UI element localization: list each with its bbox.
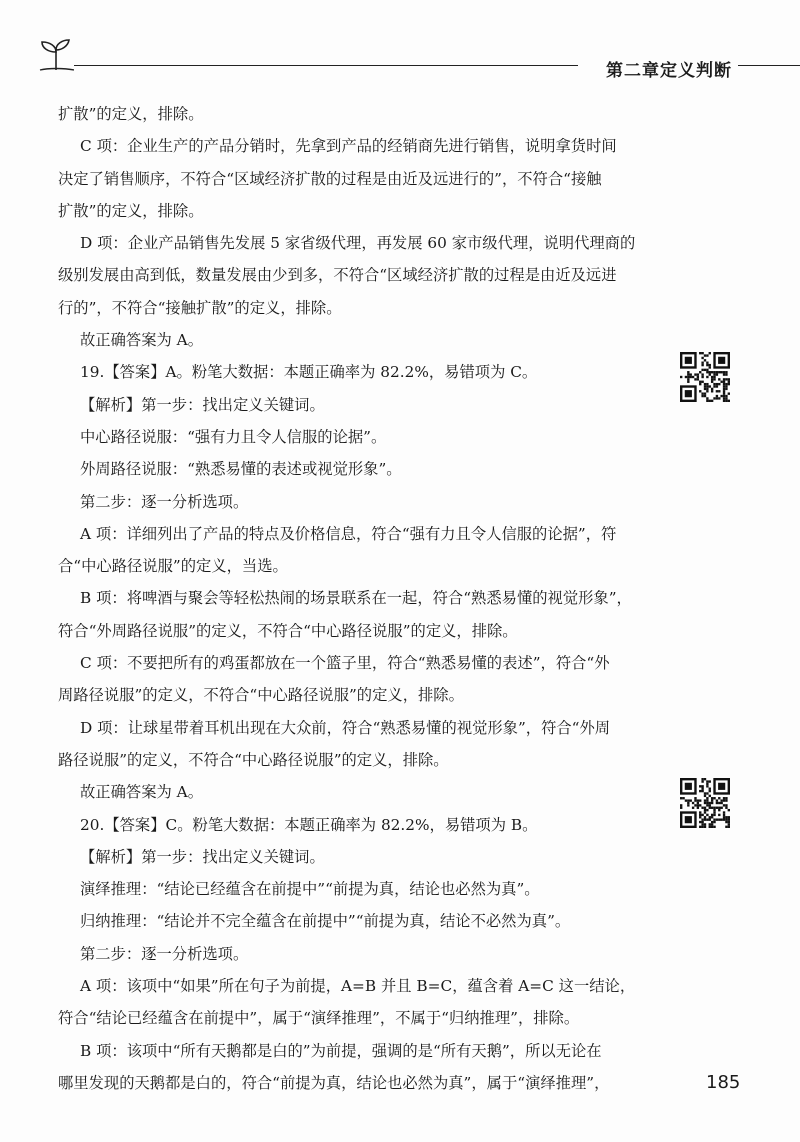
sprout-icon [38,38,74,72]
text-line: 周路径说服”的定义，不符合“中心路径说服”的定义，排除。 [58,686,464,705]
text-line: 19.【答案】A。粉笔大数据：本题正确率为 82.2%，易错项为 C。 [80,363,538,382]
text-line: D 项：让球星带着耳机出现在大众前，符合“熟悉易懂的视觉形象”，符合“外周 [80,718,611,737]
running-header [38,36,800,86]
chapter-title: 定义判断 [660,61,732,81]
qr-code-icon [680,778,730,828]
text-line: D 项：企业产品销售先发展 5 家省级代理，再发展 60 家市级代理，说明代理商的 [80,234,636,253]
text-line: 合“中心路径说服”的定义，当选。 [58,557,288,576]
text-line: 第二步：逐一分析选项。 [80,944,249,963]
text-line: 20.【答案】C。粉笔大数据：本题正确率为 82.2%，易错项为 B。 [80,815,538,834]
chapter-label: 第二章 [606,61,660,81]
text-line: 故正确答案为 A。 [80,783,203,802]
text-line: 【解析】第一步：找出定义关键词。 [80,395,325,414]
text-line: 级别发展由高到低，数量发展由少到多，不符合“区域经济扩散的过程是由近及远进 [58,266,617,285]
text-line: 【解析】第一步：找出定义关键词。 [80,847,325,866]
text-line: C 项：不要把所有的鸡蛋都放在一个篮子里，符合“熟悉易懂的表述”，符合“外 [80,654,610,673]
qr-code-icon [680,352,730,402]
header-rule-right [738,65,800,66]
text-line: 路径说服”的定义，不符合“中心路径说服”的定义，排除。 [58,750,449,769]
header-rule-left [74,65,578,66]
text-line: B 项：该项中“所有天鹅都是白的”为前提，强调的是“所有天鹅”，所以无论在 [80,1041,602,1060]
page-number: 185 [706,1072,741,1093]
text-line: A 项：详细列出了产品的特点及价格信息，符合“强有力且令人信服的论据”，符 [80,524,617,543]
text-line: 中心路径说服：“强有力且令人信服的论据”。 [80,427,387,446]
text-line: 决定了销售顺序，不符合“区域经济扩散的过程是由近及远进行的”，不符合“接触 [58,169,602,188]
body-text [58,98,658,1099]
text-line: 归纳推理：“结论并不完全蕴含在前提中”“前提为真，结论不必然为真”。 [80,912,571,931]
text-line: 符合“结论已经蕴含在前提中”，属于“演绎推理”，不属于“归纳推理”，排除。 [58,1009,580,1028]
text-line: 扩散”的定义，排除。 [58,201,204,220]
text-line: 扩散”的定义，排除。 [58,105,204,123]
text-line: 符合“外周路径说服”的定义，不符合“中心路径说服”的定义，排除。 [58,621,518,640]
text-line: C 项：企业生产的产品分销时，先拿到产品的经销商先进行销售，说明拿货时间 [80,137,617,156]
text-line: A 项：该项中“如果”所在句子为前提，A=B 并且 B=C，蕴含着 A=C 这一结论， [80,977,636,996]
text-line: B 项：将啤酒与聚会等轻松热闹的场景联系在一起，符合“熟悉易懂的视觉形象”， [80,589,632,608]
text-line: 演绎推理：“结论已经蕴含在前提中”“前提为真，结论也必然为真”。 [80,880,540,899]
text-line: 第二步：逐一分析选项。 [80,492,249,511]
text-line: 外周路径说服：“熟悉易懂的表述或视觉形象”。 [80,460,402,479]
text-line: 哪里发现的天鹅都是白的，符合“前提为真，结论也必然为真”，属于“演绎推理”， [58,1073,610,1092]
text-line: 故正确答案为 A。 [80,331,203,350]
text-line: 行的”，不符合“接触扩散”的定义，排除。 [58,298,342,317]
